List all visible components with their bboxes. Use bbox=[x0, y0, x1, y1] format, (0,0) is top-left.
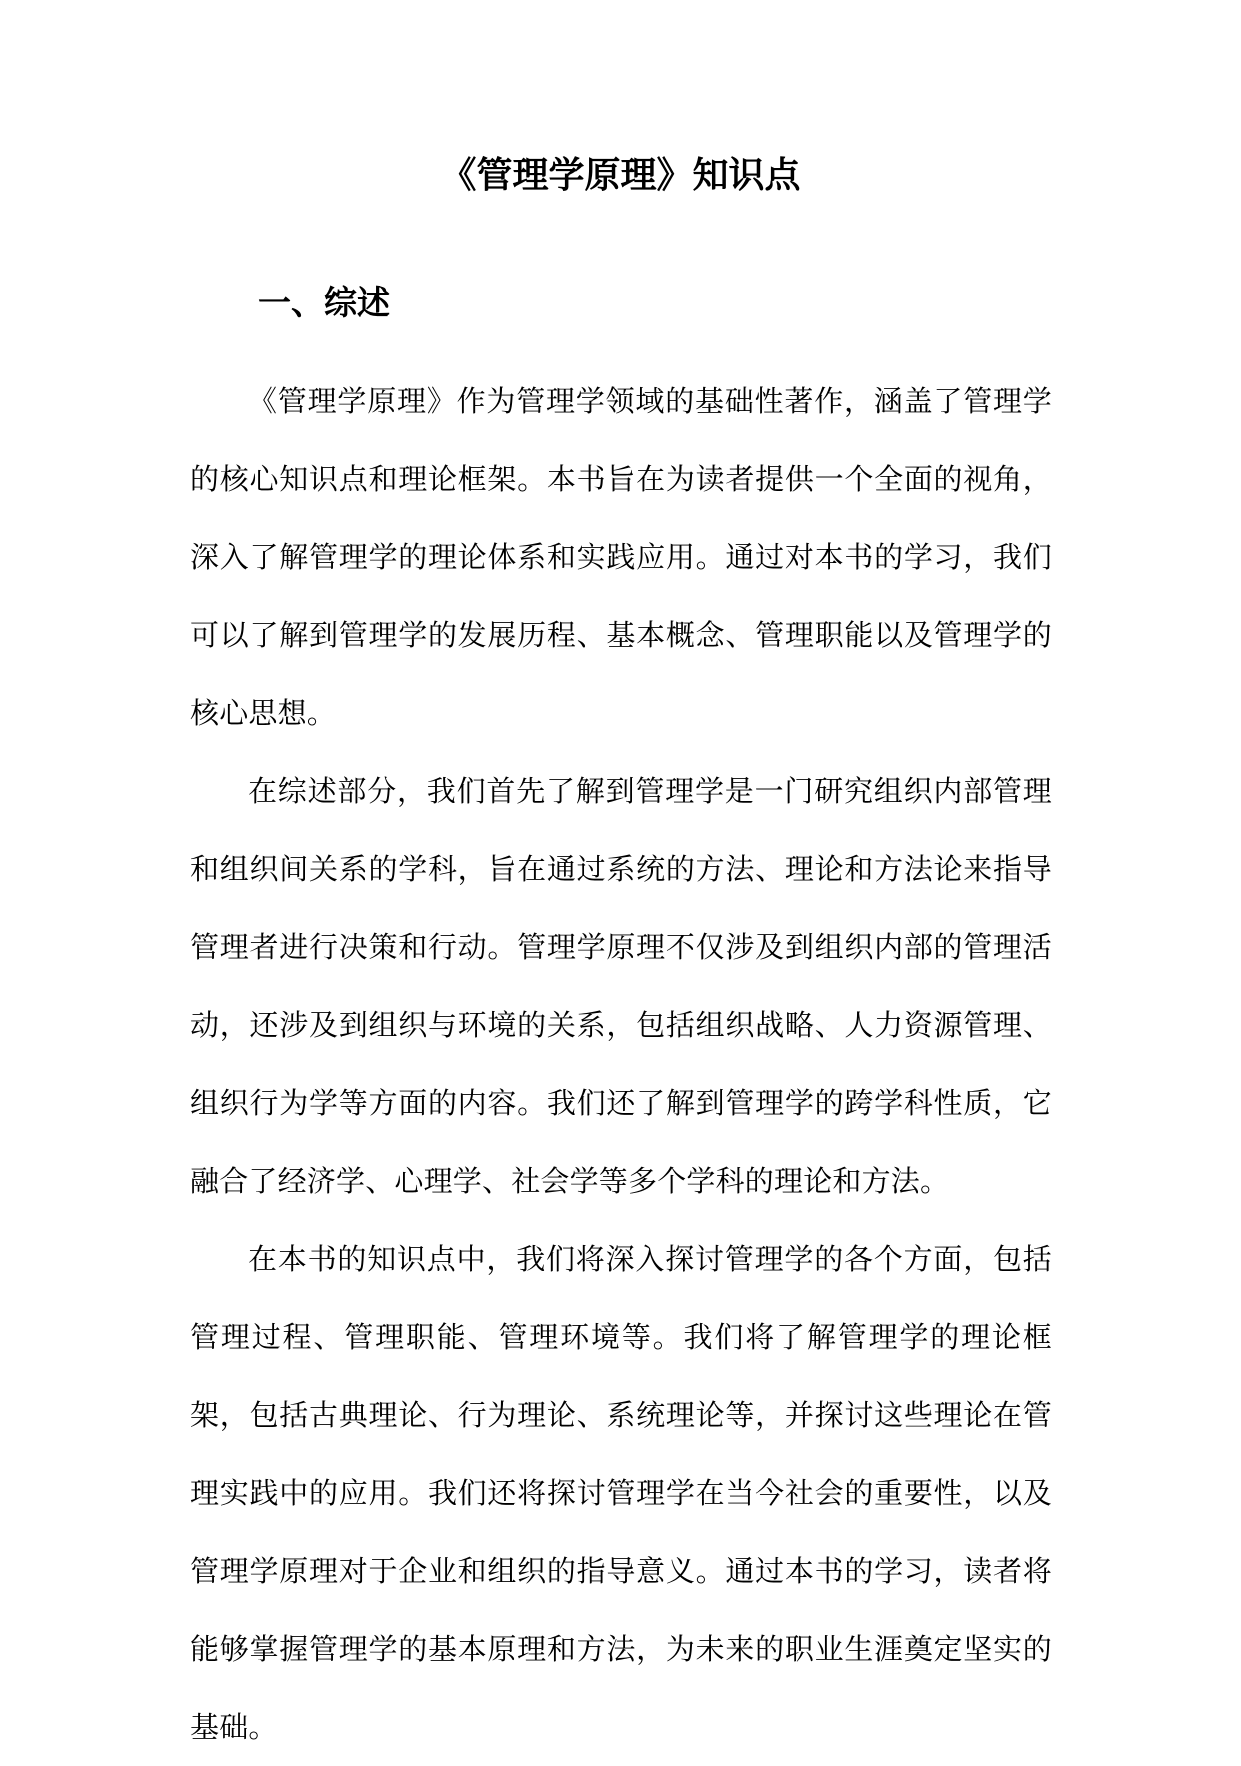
section-heading: 一、综述 bbox=[258, 283, 390, 322]
paragraph-3: 在本书的知识点中，我们将深入探讨管理学的各个方面，包括管理过程、管理职能、管理环境等。我们将了解管理学的理论框架，包括古典理论、行为理论、系统理论等，并探讨这些理论在管理实践中的应用。我们还将探讨管理学在当今社会的重要性，以及管理学原理对于企业和组织的指导意义。通过本书的学习，读者将能够掌握管理学的基本原理和方法，为未来的职业生涯奠定坚实的基础。 bbox=[190, 1242, 1052, 1744]
body-text bbox=[190, 362, 1052, 1766]
paragraph-2: 在综述部分，我们首先了解到管理学是一门研究组织内部管理和组织间关系的学科，旨在通过系统的方法、理论和方法论来指导管理者进行决策和行动。管理学原理不仅涉及到组织内部的管理活动，还涉及到组织与环境的关系，包括组织战略、人力资源管理、组织行为学等方面的内容。我们还了解到管理学的跨学科性质，它融合了经济学、心理学、社会学等多个学科的理论和方法。 bbox=[190, 774, 1052, 1198]
document-title: 《管理学原理》知识点 bbox=[440, 154, 801, 196]
paragraph-1: 《管理学原理》作为管理学领域的基础性著作，涵盖了管理学的核心知识点和理论框架。本书旨在为读者提供一个全面的视角，深入了解管理学的理论体系和实践应用。通过对本书的学习，我们可以了解到管理学的发展历程、基本概念、管理职能以及管理学的核心思想。 bbox=[190, 384, 1052, 730]
